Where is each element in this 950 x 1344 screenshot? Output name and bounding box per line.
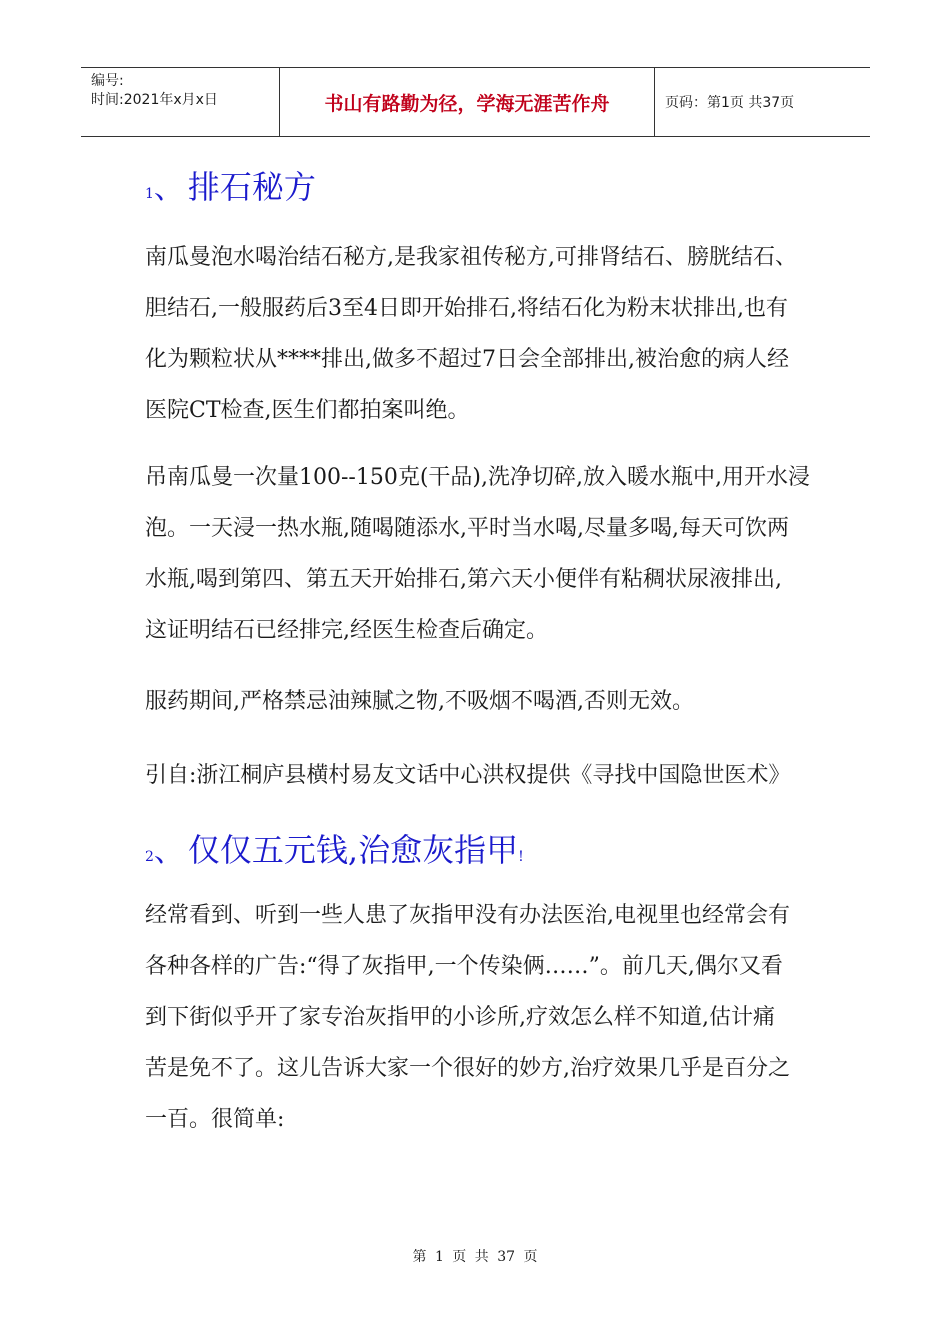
header-meta (81, 68, 280, 136)
paragraph-line: 医院CT检查,医生们都拍案叫绝。 (145, 398, 470, 423)
paragraph-line: 泡。一天浸一热水瓶,随喝随添水,平时当水喝,尽量多喝,每天可饮两 (145, 516, 789, 541)
section2-title: 仅仅五元钱,治愈灰指甲 (187, 831, 519, 869)
paragraph-line: 水瓶,喝到第四、第五天开始排石,第六天小便伴有粘稠状尿液排出, (145, 567, 782, 592)
page-footer: 第 1 页 共 37 页 (412, 1249, 538, 1265)
header-page-info: 页码：第1页 共37页 (665, 95, 795, 111)
paragraph-line: 一百。很简单: (145, 1107, 285, 1132)
section2-separator: 、 (153, 834, 184, 869)
section1-number: 1 (145, 186, 154, 202)
number-label: 编号: (91, 73, 124, 89)
section1-paragraph-3: 服药期间,严格禁忌油辣腻之物,不吸烟不喝酒,否则无效。 (145, 689, 694, 714)
section1-paragraph-1 (145, 232, 810, 436)
section2-number: 2 (145, 849, 154, 865)
section1-separator: 、 (153, 171, 184, 206)
section1-heading (145, 162, 316, 208)
section1-title: 排石秘方 (187, 168, 316, 206)
document-header (81, 67, 870, 137)
paragraph-line: 到下街似乎开了家专治灰指甲的小诊所,疗效怎么样不知道,估计痛 (145, 1005, 775, 1030)
paragraph-line: 各种各样的广告:“得了灰指甲,一个传染俩……”。前几天,偶尔又看 (145, 954, 783, 979)
section2-paragraph-1 (145, 890, 810, 1145)
paragraph-line: 这证明结石已经排完,经医生检查后确定。 (145, 618, 548, 643)
section1-paragraph-2 (145, 452, 810, 656)
header-motto: 书山有路勤为径，学海无涯苦作舟 (280, 68, 655, 136)
paragraph-line: 胆结石,一般服药后3至4日即开始排石,将结石化为粉末状排出,也有 (145, 296, 788, 321)
time-label: 时间:2021年x月x日 (91, 92, 218, 108)
section2-heading (145, 825, 524, 871)
section1-citation: 引自:浙江桐庐县横村易友文话中心洪权提供《寻找中国隐世医术》 (145, 763, 791, 788)
paragraph-line: 苦是免不了。这儿告诉大家一个很好的妙方,治疗效果几乎是百分之 (145, 1056, 790, 1081)
paragraph-line: 经常看到、听到一些人患了灰指甲没有办法医治,电视里也经常会有 (145, 903, 790, 928)
paragraph-line: 化为颗粒状从****排出,做多不超过7日会全部排出,被治愈的病人经 (145, 347, 789, 372)
section2-title-tail: ! (518, 849, 524, 865)
paragraph-line: 吊南瓜曼一次量100--150克(干品),洗净切碎,放入暖水瓶中,用开水浸 (145, 465, 810, 490)
paragraph-line: 南瓜曼泡水喝治结石秘方,是我家祖传秘方,可排肾结石、膀胱结石、 (145, 245, 797, 270)
